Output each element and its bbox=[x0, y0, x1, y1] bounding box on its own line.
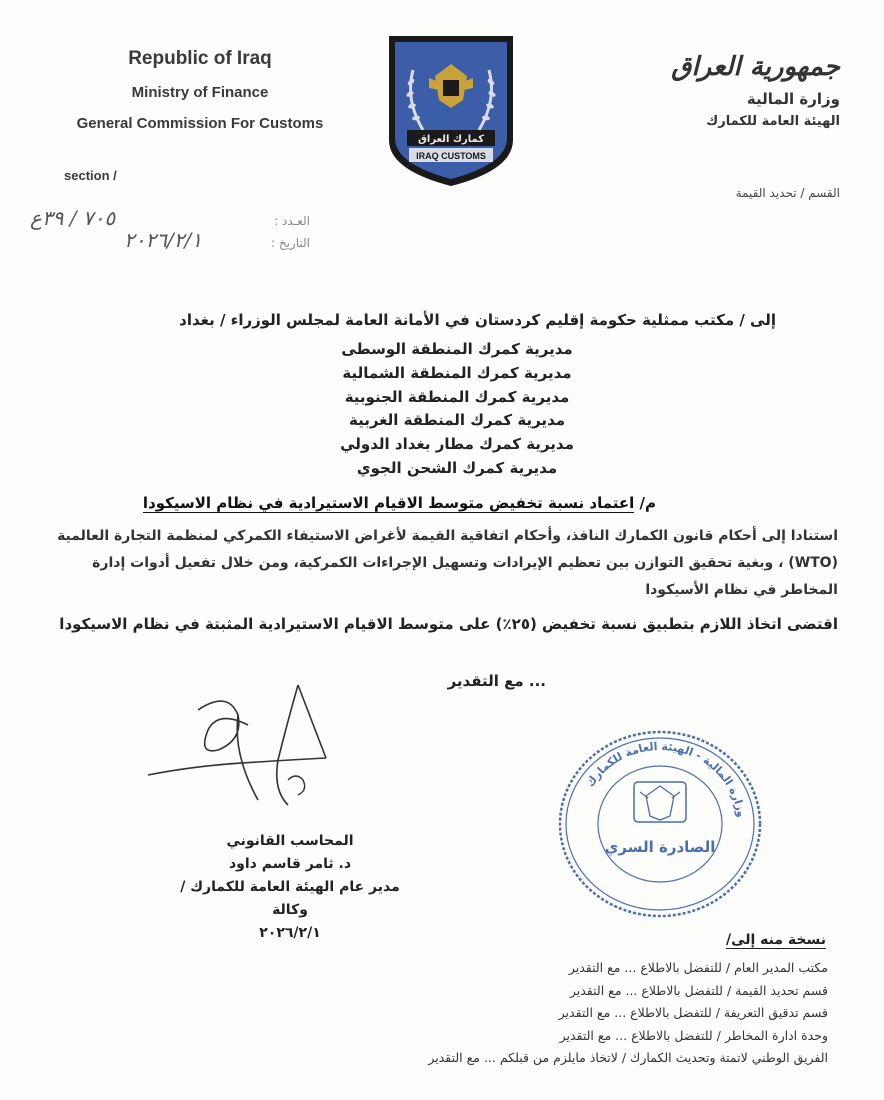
country-name-en: Republic of Iraq bbox=[128, 48, 272, 69]
logo-english-text: IRAQ CUSTOMS bbox=[416, 151, 486, 161]
signatory-title: المحاسب القانوني bbox=[226, 833, 354, 849]
directorate-item: مديرية كمرك المنطقة الشمالية bbox=[342, 363, 572, 382]
country-name-ar: جمهورية العراق bbox=[671, 52, 840, 82]
stamp-ring-text: وزارة المالية - الهيئة العامة للكمارك bbox=[583, 739, 748, 819]
official-stamp bbox=[554, 726, 766, 922]
directorate-item: مديرية كمرك المنطقة الجنوبية bbox=[344, 387, 570, 406]
signatory-block bbox=[160, 830, 420, 945]
signatory-position: مدير عام الهيئة العامة للكمارك / وكالة bbox=[180, 879, 400, 918]
cc-item: الفريق الوطني لاتمتة وتحديث الكمارك / لاتخاذ مايلزم من قبلكم ... مع التقدير bbox=[428, 1050, 828, 1065]
logo-arabic-text: كمارك العراق bbox=[417, 134, 485, 145]
cc-item: وحدة ادارة المخاطر / للتفضل بالاطلاع ... مع التقدير bbox=[559, 1027, 828, 1043]
subject-line bbox=[143, 494, 656, 512]
addressee-line: إلى / مكتب ممثلية حكومة إقليم كردستان في الأمانة العامة لمجلس الوزراء / بغداد bbox=[179, 311, 776, 329]
directorate-item: مديرية كمرك المنطقة الوسطى bbox=[341, 340, 573, 358]
date-label: التاريخ : bbox=[270, 236, 310, 250]
regards-line: ... مع التقدير bbox=[447, 672, 546, 690]
directorates-list bbox=[0, 338, 884, 481]
body-paragraph-2: اقتضى اتخاذ اللازم بتطبيق نسبة تخفيض (٢٥٪) على متوسط الاقيام الاستيرادية المثبتة في نظام الاسيكودا bbox=[59, 615, 838, 633]
section-label-en: section / bbox=[64, 168, 117, 183]
commission-name-en: General Commission For Customs bbox=[76, 115, 324, 132]
ministry-name-en: Ministry of Finance bbox=[131, 84, 269, 101]
number-label: العـدد : bbox=[274, 214, 310, 228]
ministry-name-ar: وزارة المالية bbox=[746, 90, 840, 108]
commission-name-ar: الهيئة العامة للكمارك bbox=[706, 114, 840, 129]
directorate-item: مديرية كمرك مطار بغداد الدولي bbox=[340, 435, 574, 454]
cc-title: نسخة منه إلى/ bbox=[725, 932, 826, 948]
cc-item: قسم تدقيق التعريفة / للتفضل بالاطلاع ... مع التقدير bbox=[558, 1005, 828, 1020]
cc-item: مكتب المدير العام / للتفضل بالاطلاع ... مع التقدير bbox=[568, 960, 828, 975]
header-english bbox=[40, 48, 360, 132]
section-label-ar: القسم / تحديد القيمة bbox=[735, 186, 840, 200]
signatory-name: د. ثامر قاسم داود bbox=[228, 856, 352, 872]
handwritten-number: ٧٠٥ / ٣٩ع bbox=[30, 206, 116, 230]
body-paragraph-1: استنادا إلى أحكام قانون الكمارك النافذ، وأحكام اتفاقية القيمة لأغراض الاستيفاء الكمركي لمنظمة التجارة العالمية (WTO) ، وبغية تحقيق التوازن بين تعظيم الإيرادات وتسهيل الإجراءات الكمركية، ومن خلال تفعيل أدوات إدارة المخاطر في نظام الأسيكودا bbox=[57, 528, 838, 598]
subject-prefix: م/ bbox=[639, 494, 656, 512]
directorate-item: مديرية كمرك المنطقة الغربية bbox=[348, 411, 566, 430]
reference-block bbox=[24, 206, 324, 256]
cc-list bbox=[228, 957, 828, 1070]
handwritten-date: ٢٠٢٦/٢/١ bbox=[124, 228, 202, 252]
iraq-customs-logo bbox=[383, 30, 519, 190]
handwritten-signature bbox=[138, 680, 338, 820]
header-arabic bbox=[590, 52, 840, 129]
stamp-center-text: الصادرة السري bbox=[604, 838, 716, 856]
directorate-item: مديرية كمرك الشحن الجوي bbox=[356, 458, 558, 477]
signatory-date: ٢٠٢٦/٢/١ bbox=[259, 925, 321, 941]
subject-text: اعتماد نسبة تخفيض متوسط الاقيام الاستيرادية في نظام الاسيكودا bbox=[142, 494, 635, 512]
cc-item: قسم تحديد القيمة / للتفضل بالاطلاع ... مع التقدير bbox=[569, 982, 828, 998]
